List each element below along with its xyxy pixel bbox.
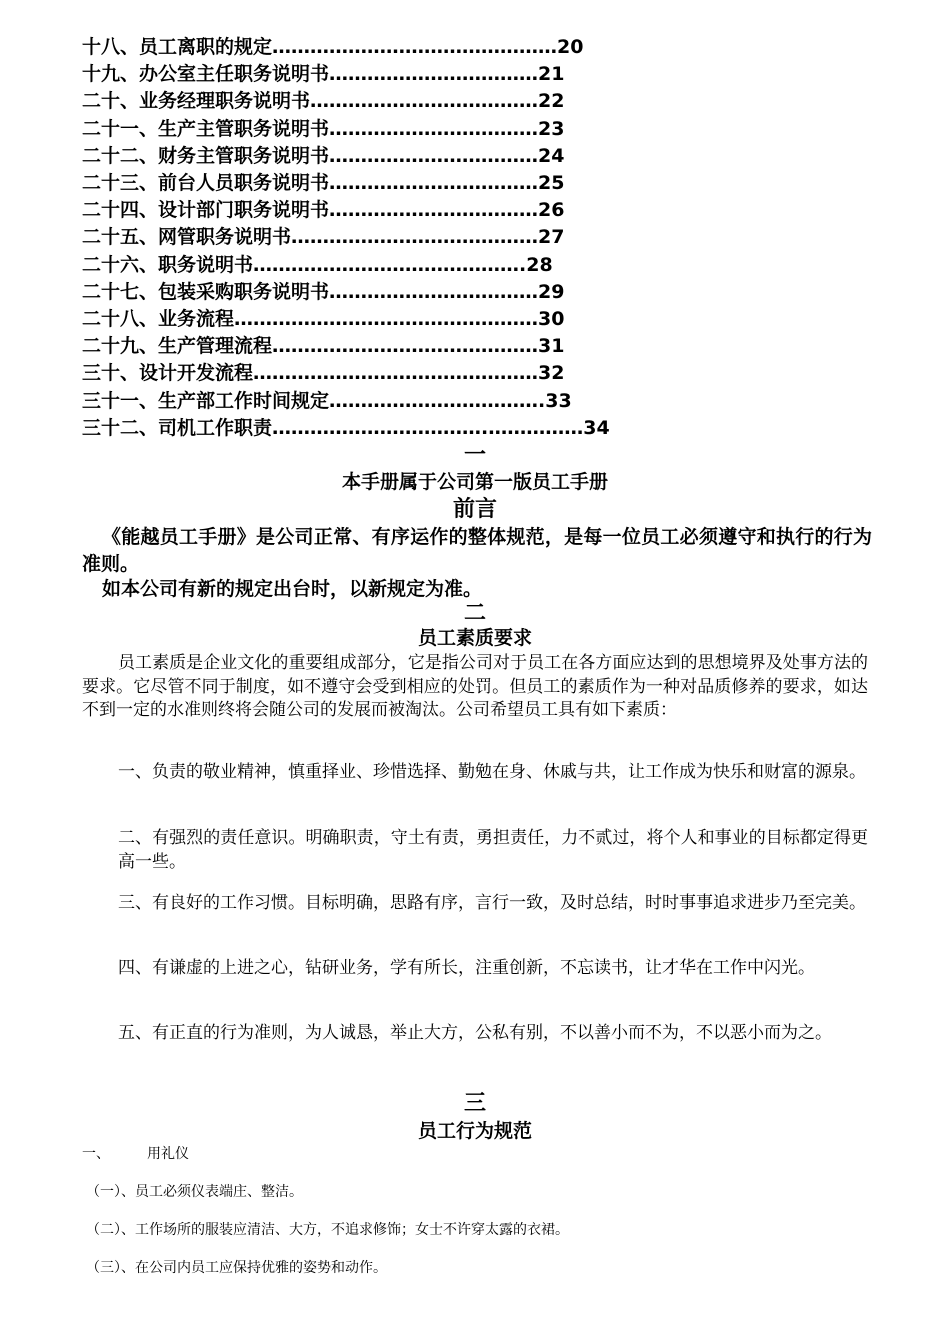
toc-entry[interactable]: 二十四、设计部门职务说明书……………………………26 (82, 199, 565, 222)
quality-item: 四、有谦虚的上进之心，钻研业务，学有所长，注重创新，不忘读书，让才华在工作中闪光。 (118, 958, 815, 978)
toc-entry[interactable]: 十九、办公室主任职务说明书……………………………21 (82, 63, 565, 86)
section-2-number: 二 (463, 601, 486, 626)
toc-entry[interactable]: 二十一、生产主管职务说明书……………………………23 (82, 117, 565, 140)
toc-entry[interactable]: 二十八、业务流程…………………………………………30 (82, 308, 565, 331)
section-2-title: 员工素质要求 (417, 627, 532, 649)
behavior-item-label: 用礼仪 (147, 1146, 189, 1162)
section-3-number: 三 (463, 1091, 486, 1116)
toc-entry[interactable]: 二十九、生产管理流程……………………………………31 (82, 335, 565, 358)
toc-entry[interactable]: 二十六、职务说明书…………………………………….28 (82, 253, 553, 276)
preface-paragraph: 如本公司有新的规定出台时，以新规定为准。 (102, 578, 483, 600)
section-1-number: 一 (463, 443, 486, 468)
quality-item: 五、有正直的行为准则，为人诚恳，举止大方，公私有别，不以善小而不为，不以恶小而为之。 (118, 1023, 832, 1043)
qualities-intro: 员工素质是企业文化的重要组成部分，它是指公司对于员工在各方面应达到的思想境界及处事方法的要求。它尽管不同于制度，如不遵守会受到相应的处罚。但员工的素质作为一种对品质修养的要求，如达不到一定的水准则终将会随公司的发展而被淘汰。公司希望员工具有如下素质： (82, 653, 868, 720)
toc-entry[interactable]: 三十一、生产部工作时间规定…………………………….33 (82, 389, 572, 412)
toc-entry[interactable]: 二十三、前台人员职务说明书……………………………25 (82, 172, 565, 195)
preface-paragraph: 《能越员工手册》是公司正常、有序运作的整体规范，是每一位员工必须遵守和执行的行为准则。 (82, 526, 872, 575)
behavior-subitem: （三）、在公司内员工应保持优雅的姿势和动作。 (86, 1260, 387, 1276)
toc-entry[interactable]: 二十二、财务主管职务说明书……………………………24 (82, 144, 565, 167)
toc-entry[interactable]: 二十、业务经理职务说明书………………………………22 (82, 90, 565, 113)
table-of-contents (82, 34, 682, 442)
quality-item: 二、有强烈的责任意识。明确职责，守土有责，勇担责任，力不贰过，将个人和事业的目标都定得更高一些。 (118, 828, 868, 872)
behavior-item-number: 一、 (82, 1146, 110, 1162)
section-1-subtitle: 本手册属于公司第一版员工手册 (341, 471, 608, 493)
toc-entry[interactable]: 二十五、网管职务说明书…………………………………27 (82, 226, 565, 249)
toc-entry[interactable]: 二十七、包装采购职务说明书……………………………29 (82, 280, 565, 303)
toc-entry[interactable]: 三十二、司机工作职责…………………………….……………34 (82, 416, 610, 439)
section-3-title: 员工行为规范 (417, 1120, 532, 1142)
toc-entry[interactable]: 三十、设计开发流程………………………………………32 (82, 362, 565, 385)
behavior-subitem: （一）、员工必须仪表端庄、整洁。 (86, 1184, 303, 1200)
toc-entry[interactable]: 十八、员工离职的规定………………………………………20 (82, 36, 584, 58)
quality-item: 三、有良好的工作习惯。目标明确，思路有序，言行一致，及时总结，时时事事追求进步乃至完美。 (118, 893, 866, 913)
quality-item: 一、负责的敬业精神，慎重择业、珍惜选择、勤勉在身、休戚与共，让工作成为快乐和财富的源泉。 (118, 762, 866, 782)
section-1-title: 前言 (452, 497, 497, 522)
behavior-subitem: （二）、工作场所的服装应清洁、大方，不追求修饰；女士不许穿太露的衣裙。 (86, 1222, 569, 1238)
